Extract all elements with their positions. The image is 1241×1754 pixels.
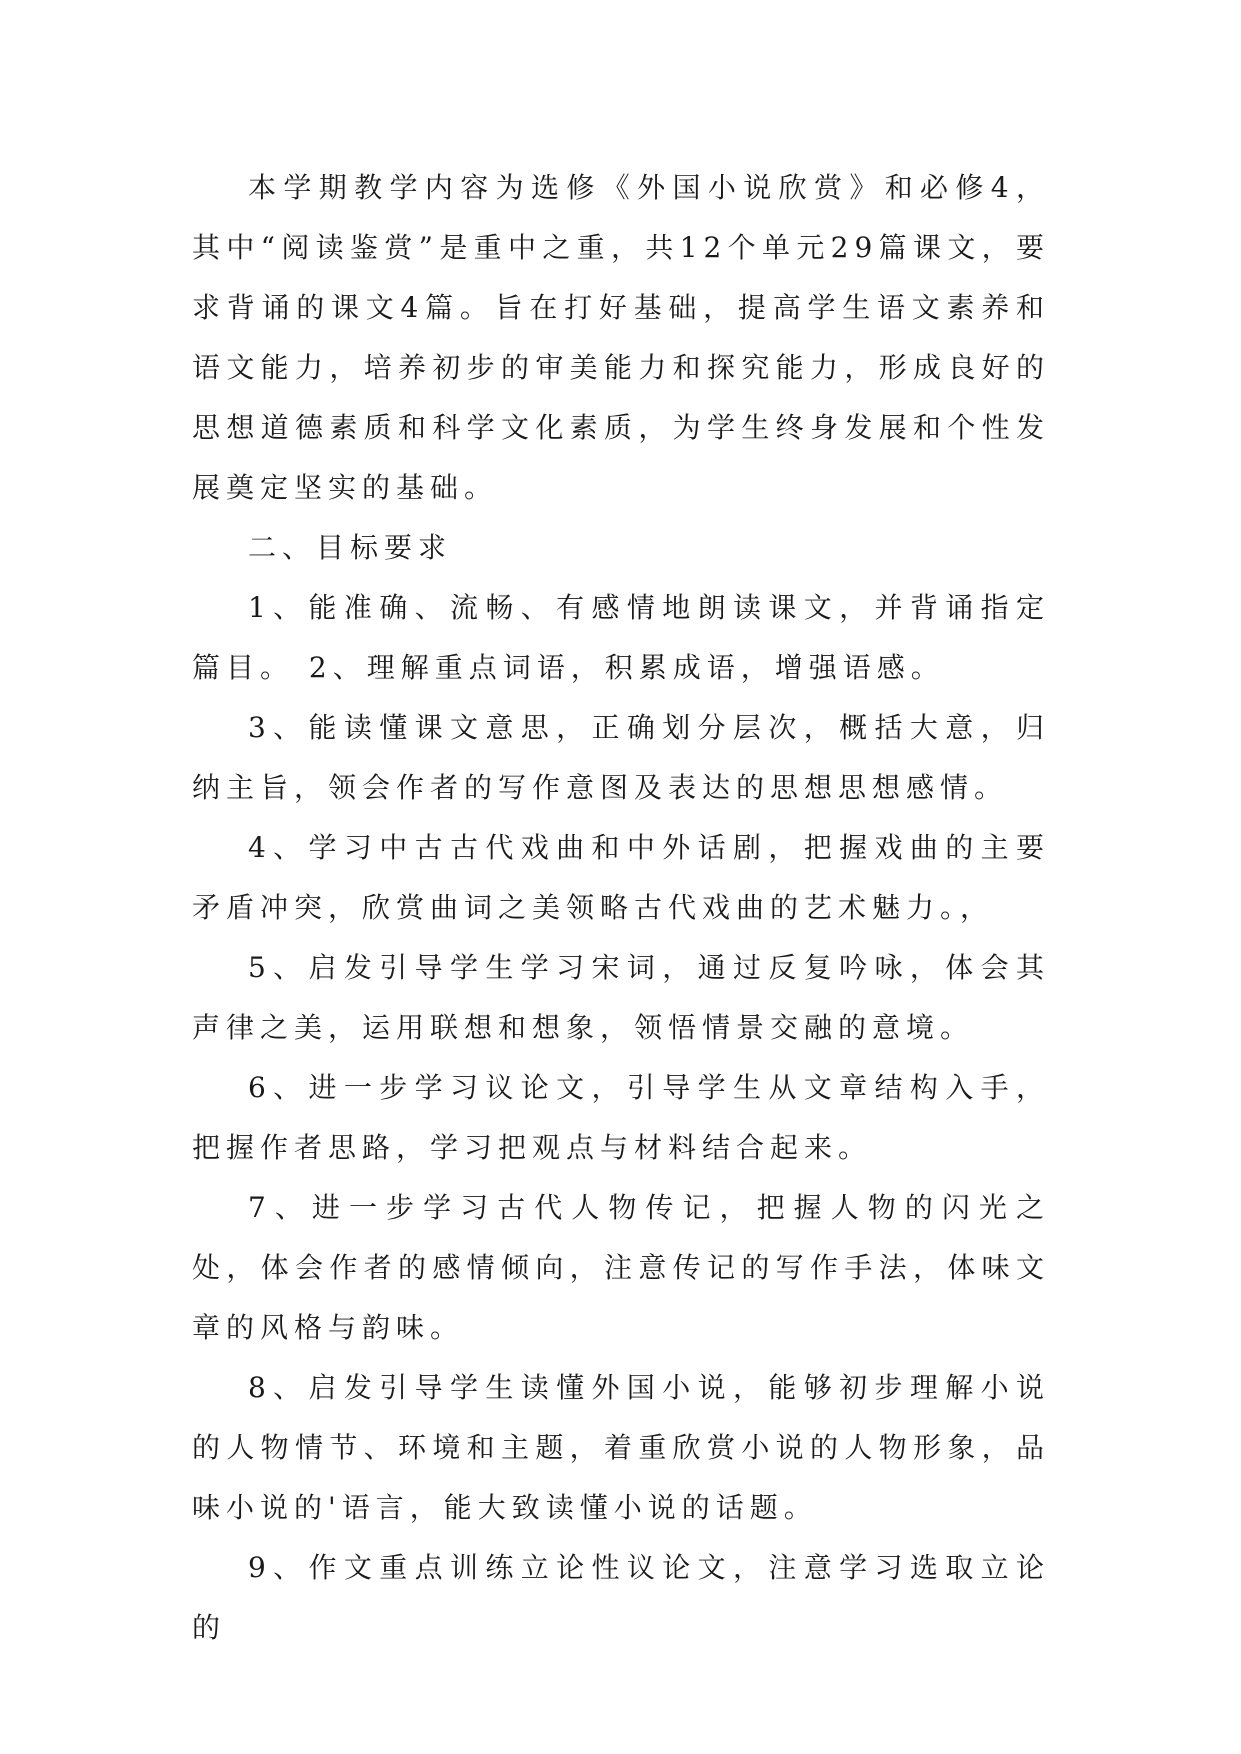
goal-item-5: 5、启发引导学生学习宋词，通过反复吟咏，体会其声律之美，运用联想和想象，领悟情景交融的意境。 <box>192 951 1050 1044</box>
paragraph-intro: 本学期教学内容为选修《外国小说欣赏》和必修4，其中“阅读鉴赏”是重中之重，共12个单元29篇课文，要求背诵的课文4篇。旨在打好基础，提高学生语文素养和语文能力，培养初步的审美能力和探究能力，形成良好的思想道德素质和科学文化素质，为学生终身发展和个性发展奠定坚实的基础。 <box>192 171 1050 504</box>
goal-item-4: 4、学习中古古代戏曲和中外话剧，把握戏曲的主要矛盾冲突，欣赏曲词之美领略古代戏曲的艺术魅力。， <box>192 831 1050 924</box>
section-heading-goals: 二、目标要求 <box>248 531 453 564</box>
goal-item-3: 3、能读懂课文意思，正确划分层次，概括大意，归纳主旨，领会作者的写作意图及表达的思想思想感情。 <box>192 711 1050 804</box>
document-body <box>192 158 1050 1658</box>
goal-item-9: 9、作文重点训练立论性议论文，注意学习选取立论的 <box>192 1551 1050 1644</box>
goal-item-7: 7、进一步学习古代人物传记，把握人物的闪光之处，体会作者的感情倾向，注意传记的写作手法，体味文章的风格与韵味。 <box>192 1191 1050 1344</box>
goal-item-8: 8、启发引导学生读懂外国小说，能够初步理解小说的人物情节、环境和主题，着重欣赏小说的人物形象，品味小说的'语言，能大致读懂小说的话题。 <box>192 1371 1050 1524</box>
goal-item-1-2: 1、能准确、流畅、有感情地朗读课文，并背诵指定篇目。 2、理解重点词语，积累成语，增强语感。 <box>192 591 1050 684</box>
goal-item-6: 6、进一步学习议论文，引导学生从文章结构入手，把握作者思路，学习把观点与材料结合起来。 <box>192 1071 1050 1164</box>
